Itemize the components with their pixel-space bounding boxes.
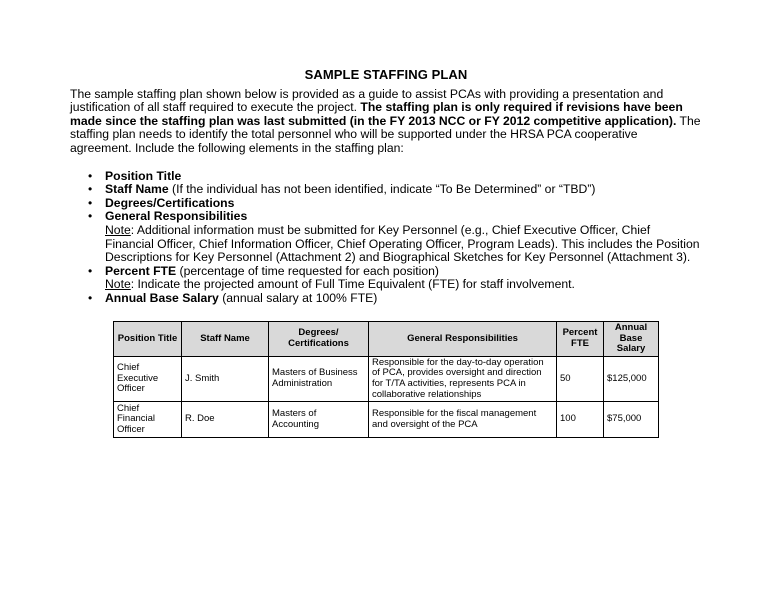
list-item-text: (If the individual has not been identified, indicate “To Be Determined” or “TBD”)	[168, 182, 596, 197]
intro-text-3: The staffing plan needs to identify the total personnel who will be supported under the HRSA PCA cooperative agreement. Include the following elements in the staffing plan:	[70, 113, 701, 155]
list-item-general-responsibilities	[105, 210, 702, 264]
document-title: SAMPLE STAFFING PLAN	[304, 67, 468, 82]
note-label: Note	[105, 222, 131, 237]
list-item-annual-base-salary	[105, 292, 702, 306]
list-item-label: Percent FTE	[105, 263, 177, 278]
column-header: Staff Name	[182, 322, 269, 357]
document-page	[70, 68, 702, 306]
staffing-table	[113, 321, 659, 438]
note-text: : Additional information must be submitted for Key Personnel (e.g., Chief Executive Officer, Chief Financial Officer, Chief Information Officer, Chief Operating Officer, Program Leads). This includes the Position Descriptions for Key Personnel (Attachment 2) and Biographical Sketches for Key Personnel (Attachment 3).	[105, 222, 700, 265]
table-cell: Masters of Business Administration	[269, 356, 369, 401]
list-item-label: Degrees/Certifications	[105, 195, 235, 210]
column-header: Percent FTE	[557, 322, 604, 357]
table-cell: Masters of Accounting	[269, 402, 369, 438]
intro-text-bold: The staffing plan is only required if revisions have been made since the staffing plan was last submitted (in the FY 2013 NCC or FY 2012 competitive application).	[70, 100, 683, 128]
column-header: Position Title	[114, 322, 182, 357]
table-cell: Chief Financial Officer	[114, 402, 182, 438]
table-cell: R. Doe	[182, 402, 269, 438]
list-item-text: (annual salary at 100% FTE)	[218, 290, 378, 305]
column-header: Annual Base Salary	[604, 322, 659, 357]
list-item-staff-name	[105, 183, 702, 197]
elements-list	[70, 170, 702, 306]
note-text: : Indicate the projected amount of Full Time Equivalent (FTE) for staff involvement.	[130, 277, 575, 292]
list-item-label: Position Title	[105, 168, 182, 183]
table-cell: $75,000	[604, 402, 659, 438]
list-item-label: General Responsibilities	[105, 209, 248, 224]
list-item-position-title	[105, 170, 702, 184]
list-item-percent-fte	[105, 265, 702, 292]
list-item-label: Staff Name	[105, 182, 169, 197]
list-item-degrees	[105, 197, 702, 211]
table-header-row	[114, 322, 659, 357]
table-cell: Responsible for the day-to-day operation of PCA, provides oversight and direction for T/TA activities, represents PCA in collaborative relationships	[369, 356, 557, 401]
table-row	[114, 356, 659, 401]
column-header: Degrees/ Certifications	[269, 322, 369, 357]
list-item-text: (percentage of time requested for each position)	[176, 263, 439, 278]
table-cell: Chief Executive Officer	[114, 356, 182, 401]
intro-text-1: The sample staffing plan shown below is provided as a guide to assist PCAs with providing a presentation and justification of all staff required to execute the project.	[70, 86, 664, 115]
table-cell: 100	[557, 402, 604, 438]
table-cell: 50	[557, 356, 604, 401]
intro-paragraph	[70, 88, 702, 156]
column-header: General Responsibilities	[369, 322, 557, 357]
table-cell: J. Smith	[182, 356, 269, 401]
note-label: Note	[105, 277, 131, 292]
list-item-label: Annual Base Salary	[105, 290, 219, 305]
table-cell: Responsible for the fiscal management and oversight of the PCA	[369, 402, 557, 438]
table-row	[114, 402, 659, 438]
table-cell: $125,000	[604, 356, 659, 401]
